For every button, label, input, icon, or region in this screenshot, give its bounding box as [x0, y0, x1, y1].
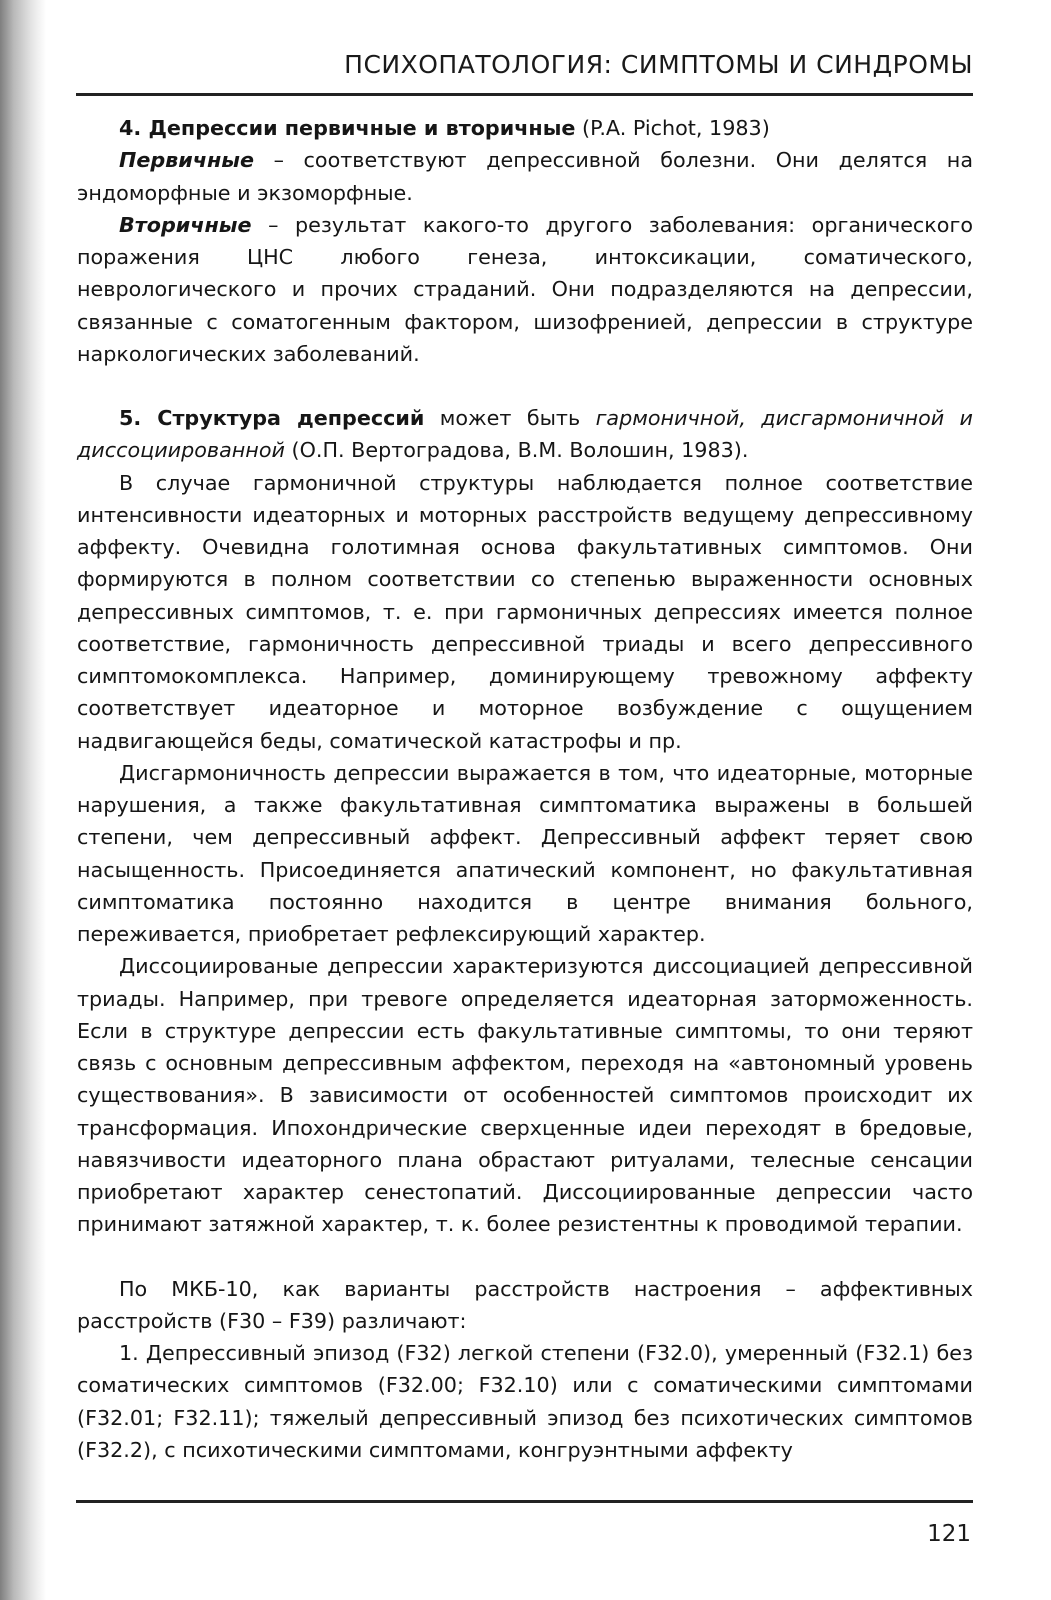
secondary-text: – результат какого-то другого заболевания: органического поражения ЦНС любого генеза, интоксикации, соматического, неврологического и прочих страданий. Они подразделяются на депрессии, связанные с соматогенным фактором, шизофренией, депрессии в структуре наркологических заболеваний.	[77, 212, 973, 366]
icd-item-1-paragraph: 1. Депрессивный эпизод (F32) легкой степени (F32.0), умеренный (F32.1) без соматических симптомов (F32.00; F32.10) или с соматическими симптомами (F32.01; F32.11); тяжелый депрессивный эпизод без психотических симптомов (F32.2), с психотическими симптомами, конгруэнтными аффекту	[77, 1341, 973, 1462]
footer-rule	[76, 1500, 973, 1503]
secondary-term: Вторичные	[119, 212, 252, 237]
icd-intro-paragraph: По МКБ-10, как варианты расстройств настроения – аффективных расстройств (F30 – F39) различают:	[77, 1276, 973, 1333]
page-number: 121	[927, 1521, 971, 1547]
section5-text-b: (О.П. Вертоградова, В.М. Волошин, 1983).	[284, 438, 749, 463]
section5-title-paragraph	[77, 402, 973, 467]
header-rule	[76, 93, 973, 96]
body-text	[77, 112, 973, 1466]
section4-heading: 4. Депрессии первичные и вторичные	[119, 116, 576, 140]
secondary-paragraph	[77, 209, 973, 370]
primary-paragraph	[77, 144, 973, 209]
section4-title-paragraph	[77, 112, 973, 144]
section5-text-a: может быть	[424, 406, 596, 430]
section5-heading: 5. Структура депрессий	[119, 406, 425, 430]
harmonic-paragraph: В случае гармоничной структуры наблюдается полное соответствие интенсивности идеаторных и моторных расстройств ведущему депрессивному аффекту. Очевидна голотимная основа факультативных симптомов. Они формируются в полном соответствии со степенью выраженности основных депрессивных симптомов, т. е. при гармоничных депрессиях имеется полное соответствие, гармоничность депрессивной триады и всего депрессивного симптомокомплекса. Например, доминирующему тревожному аффекту соответствует идеаторное и моторное возбуждение с ощущением надвигающейся беды, соматической катастрофы и пр.	[77, 470, 973, 753]
running-head: ПСИХОПАТОЛОГИЯ: СИМПТОМЫ И СИНДРОМЫ	[344, 50, 973, 79]
disharmonic-paragraph: Дисгармоничность депрессии выражается в том, что идеаторные, моторные нарушения, а также факультативная симптоматика выражены в большей степени, чем депрессивный аффект. Депрессивный аффект теряет свою насыщенность. Присоединяется апатический компонент, но факультативная симптоматика постоянно находится в центре внимания больного, переживается, приобретает рефлексирующий характер.	[77, 760, 973, 946]
primary-text: – соответствуют депрессивной болезни. Они делятся на эндоморфные и экзоморфные.	[77, 148, 973, 205]
dissociated-paragraph: Диссоциированые депрессии характеризуются диссоциацией депрессивной триады. Например, при тревоге определяется идеаторная заторможенность. Если в структуре депрессии есть факультативные симптомы, то они теряют связь с основным депрессивным аффектом, переходя на «автономный уровень существования». В зависимости от особенностей симптомов происходит их трансформация. Ипохондрические сверхценные идеи переходят в бредовые, навязчивости идеаторного плана обрастают ритуалами, телесные сенсации приобретают характер сенестопатий. Диссоциированные депрессии часто принимают затяжной характер, т. к. более резистентны к проводимой терапии.	[77, 954, 973, 1237]
primary-term: Первичные	[119, 148, 254, 173]
section4-citation: (P.A. Pichot, 1983)	[575, 116, 770, 140]
section5-italic-terms: гармоничной, дисгармоничной и диссоциированной	[77, 406, 973, 463]
page-binding-shadow	[0, 0, 46, 1600]
